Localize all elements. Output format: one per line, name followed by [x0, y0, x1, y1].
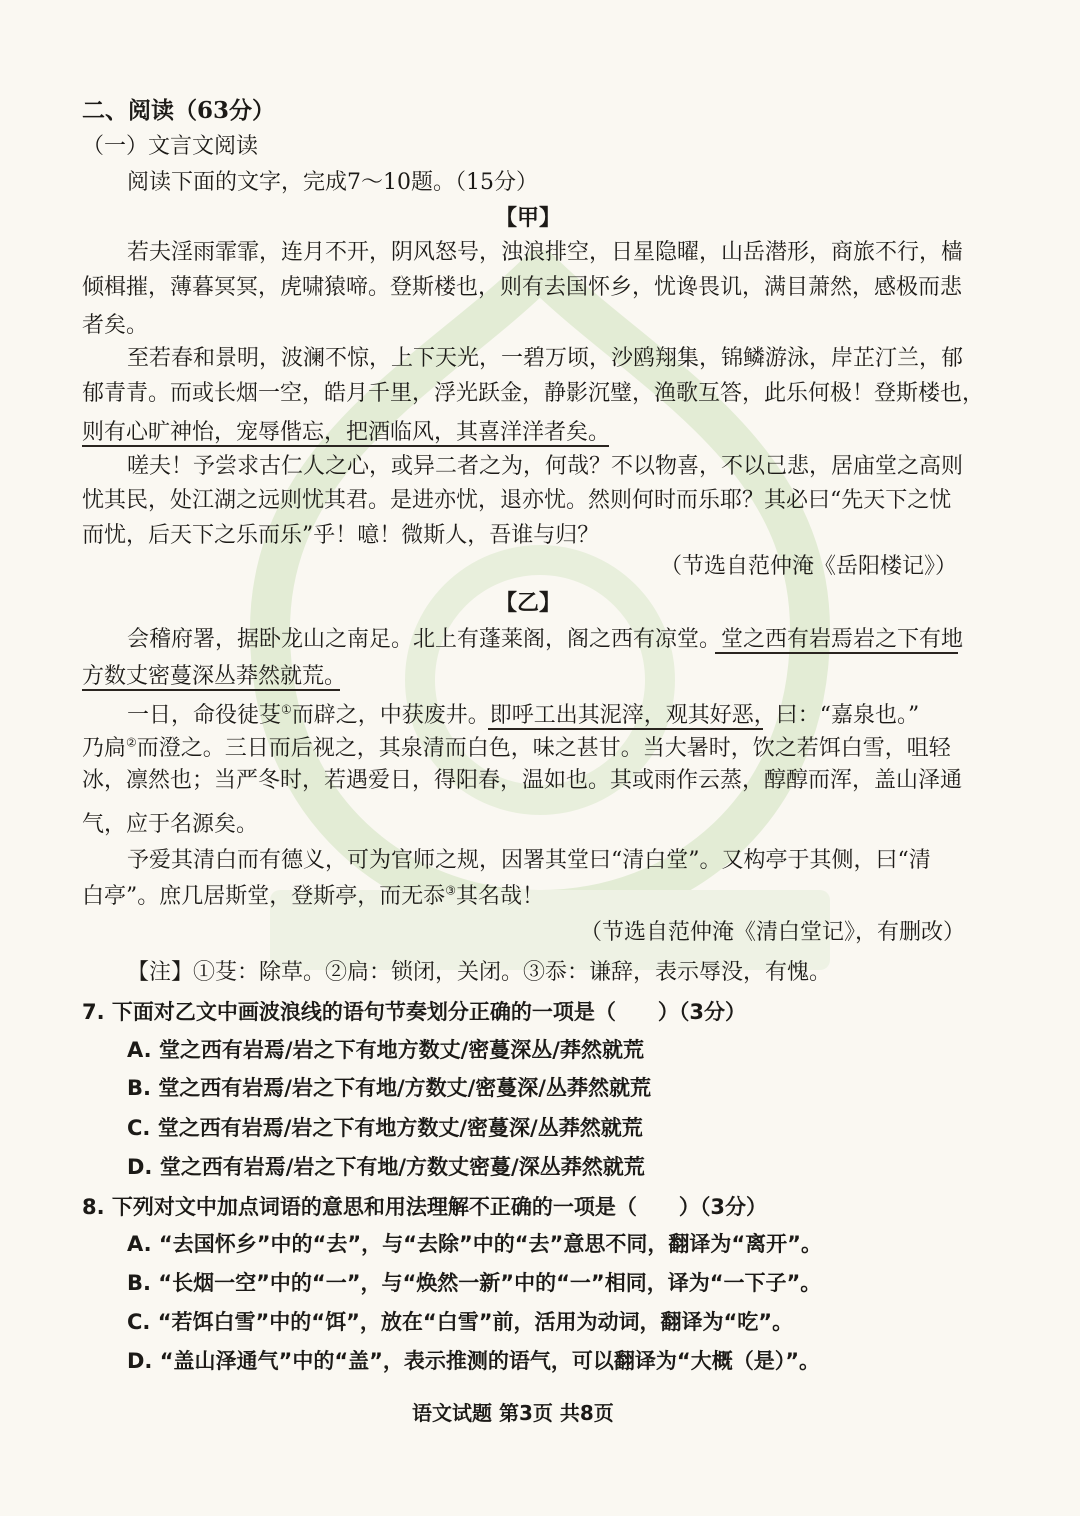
question-8-option: C. “若饵白雪”中的“饵”，放在“白雪”前，活用为动词，翻译为“吃”。: [127, 1310, 794, 1334]
question-8-option: B. “长烟一空”中的“一”，与“焕然一新”中的“一”相同，译为“一下子”。: [127, 1271, 822, 1295]
underline: [488, 728, 763, 730]
text-yi-line: 会稽府署，据卧龙山之南足。北上有蓬莱阁，阁之西有凉堂。堂之西有岩焉岩之下有地: [127, 627, 964, 652]
wavy-underline: [82, 689, 340, 691]
note-marker: ②: [126, 735, 137, 750]
notes: 【注】①芟：除草。②扃：锁闭，关闭。③忝：谦辞，表示辱没，有愧。: [127, 960, 832, 985]
text-jia-line: 而忧，后天下之乐而乐”乎！噫！微斯人，吾谁与归？: [82, 523, 600, 548]
text-jia-line: 嗟夫！予尝求古仁人之心，或异二者之为，何哉？不以物喜，不以己悲，居庙堂之高则: [127, 454, 964, 479]
text-yi-line: 方数丈密蔓深丛莽然就荒。: [82, 664, 347, 689]
question-7-stem: 7. 下面对乙文中画波浪线的语句节奏划分正确的一项是（ ）（3分）: [82, 1000, 747, 1024]
text-yi-line: 气，应于名源矣。: [82, 812, 259, 837]
text-jia-line: 忧其民，处江湖之远则忧其君。是进亦忧，退亦忧。然则何时而乐耶？其必曰“先天下之忧: [82, 488, 952, 513]
text-jia-source: （节选自范仲淹《岳阳楼记》）: [660, 554, 958, 579]
text-jia-line: 则有心旷神怡，宠辱偕忘，把酒临风，其喜洋洋者矣。: [82, 420, 611, 445]
text-yi-source: （节选自范仲淹《清白堂记》，有删改）: [580, 920, 966, 945]
question-7-option: C. 堂之西有岩焉/岩之下有地方数丈/密蔓深/丛莽然就荒: [127, 1116, 643, 1140]
section-subtitle: （一）文言文阅读: [82, 134, 259, 159]
note-marker: ③: [445, 883, 457, 898]
question-7-option: D. 堂之西有岩焉/岩之下有地/方数丈密蔓/深丛莽然就荒: [127, 1155, 645, 1179]
text-jia-line: 若夫淫雨霏霏，连月不开，阴风怒号，浊浪排空，日星隐曜，山岳潜形，商旅不行，樯: [127, 240, 964, 265]
question-8-stem: 8. 下列对文中加点词语的意思和用法理解不正确的一项是（ ）（3分）: [82, 1195, 768, 1219]
text-jia-heading: 【甲】: [495, 205, 562, 231]
page-footer: 语文试题 第3页 共8页: [412, 1401, 614, 1425]
text-yi-line: 冰，凛然也；当严冬时，若遇爱日，得阳春，温如也。其或雨作云蒸，醇醇而浑，盖山泽通: [82, 768, 963, 793]
question-7-option: A. 堂之西有岩焉/岩之下有地方数丈/密蔓深丛/莽然就荒: [127, 1038, 644, 1062]
wavy-underline: [715, 652, 958, 654]
section-instruction: 阅读下面的文字，完成7～10题。（15分）: [127, 170, 538, 195]
section-title: 二、阅读（63分）: [82, 97, 276, 124]
text-jia-line: 郁青青。而或长烟一空，皓月千里，浮光跃金，静影沉璧，渔歌互答，此乐何极！登斯楼也，: [82, 381, 985, 406]
text-yi-line: 一日，命役徒芟①而辟之，中获废井。即呼工出其泥滓，观其好恶，曰：“嘉泉也。”: [127, 702, 920, 728]
text-yi-line: 予爱其清白而有德义，可为官师之规，因署其堂曰“清白堂”。又构亭于其侧，曰“清: [127, 848, 931, 873]
question-8-option: D. “盖山泽通气”中的“盖”，表示推测的语气，可以翻译为“大概（是）”。: [127, 1349, 821, 1373]
text-jia-line: 者矣。: [82, 313, 149, 338]
note-marker: ①: [281, 702, 292, 717]
question-7-option: B. 堂之西有岩焉/岩之下有地/方数丈/密蔓深/丛莽然就荒: [127, 1076, 651, 1100]
text-yi-line: 乃扃②而澄之。三日而后视之，其泉清而白色，味之甚甘。当大暑时，饮之若饵白雪，咀轻: [82, 735, 951, 761]
text-yi-line: 白亭”。庶几居斯堂，登斯亭，而无忝③其名哉！: [82, 883, 545, 909]
question-8-option: A. “去国怀乡”中的“去”，与“去除”中的“去”意思不同，翻译为“离开”。: [127, 1232, 822, 1256]
text-jia-line: 至若春和景明，波澜不惊，上下天光，一碧万顷，沙鸥翔集，锦鳞游泳，岸芷汀兰，郁: [127, 346, 964, 371]
text-yi-heading: 【乙】: [495, 590, 562, 616]
underline: [82, 445, 609, 447]
text-jia-line: 倾楫摧，薄暮冥冥，虎啸猿啼。登斯楼也，则有去国怀乡，忧谗畏讥，满目萧然，感极而悲: [82, 275, 963, 300]
